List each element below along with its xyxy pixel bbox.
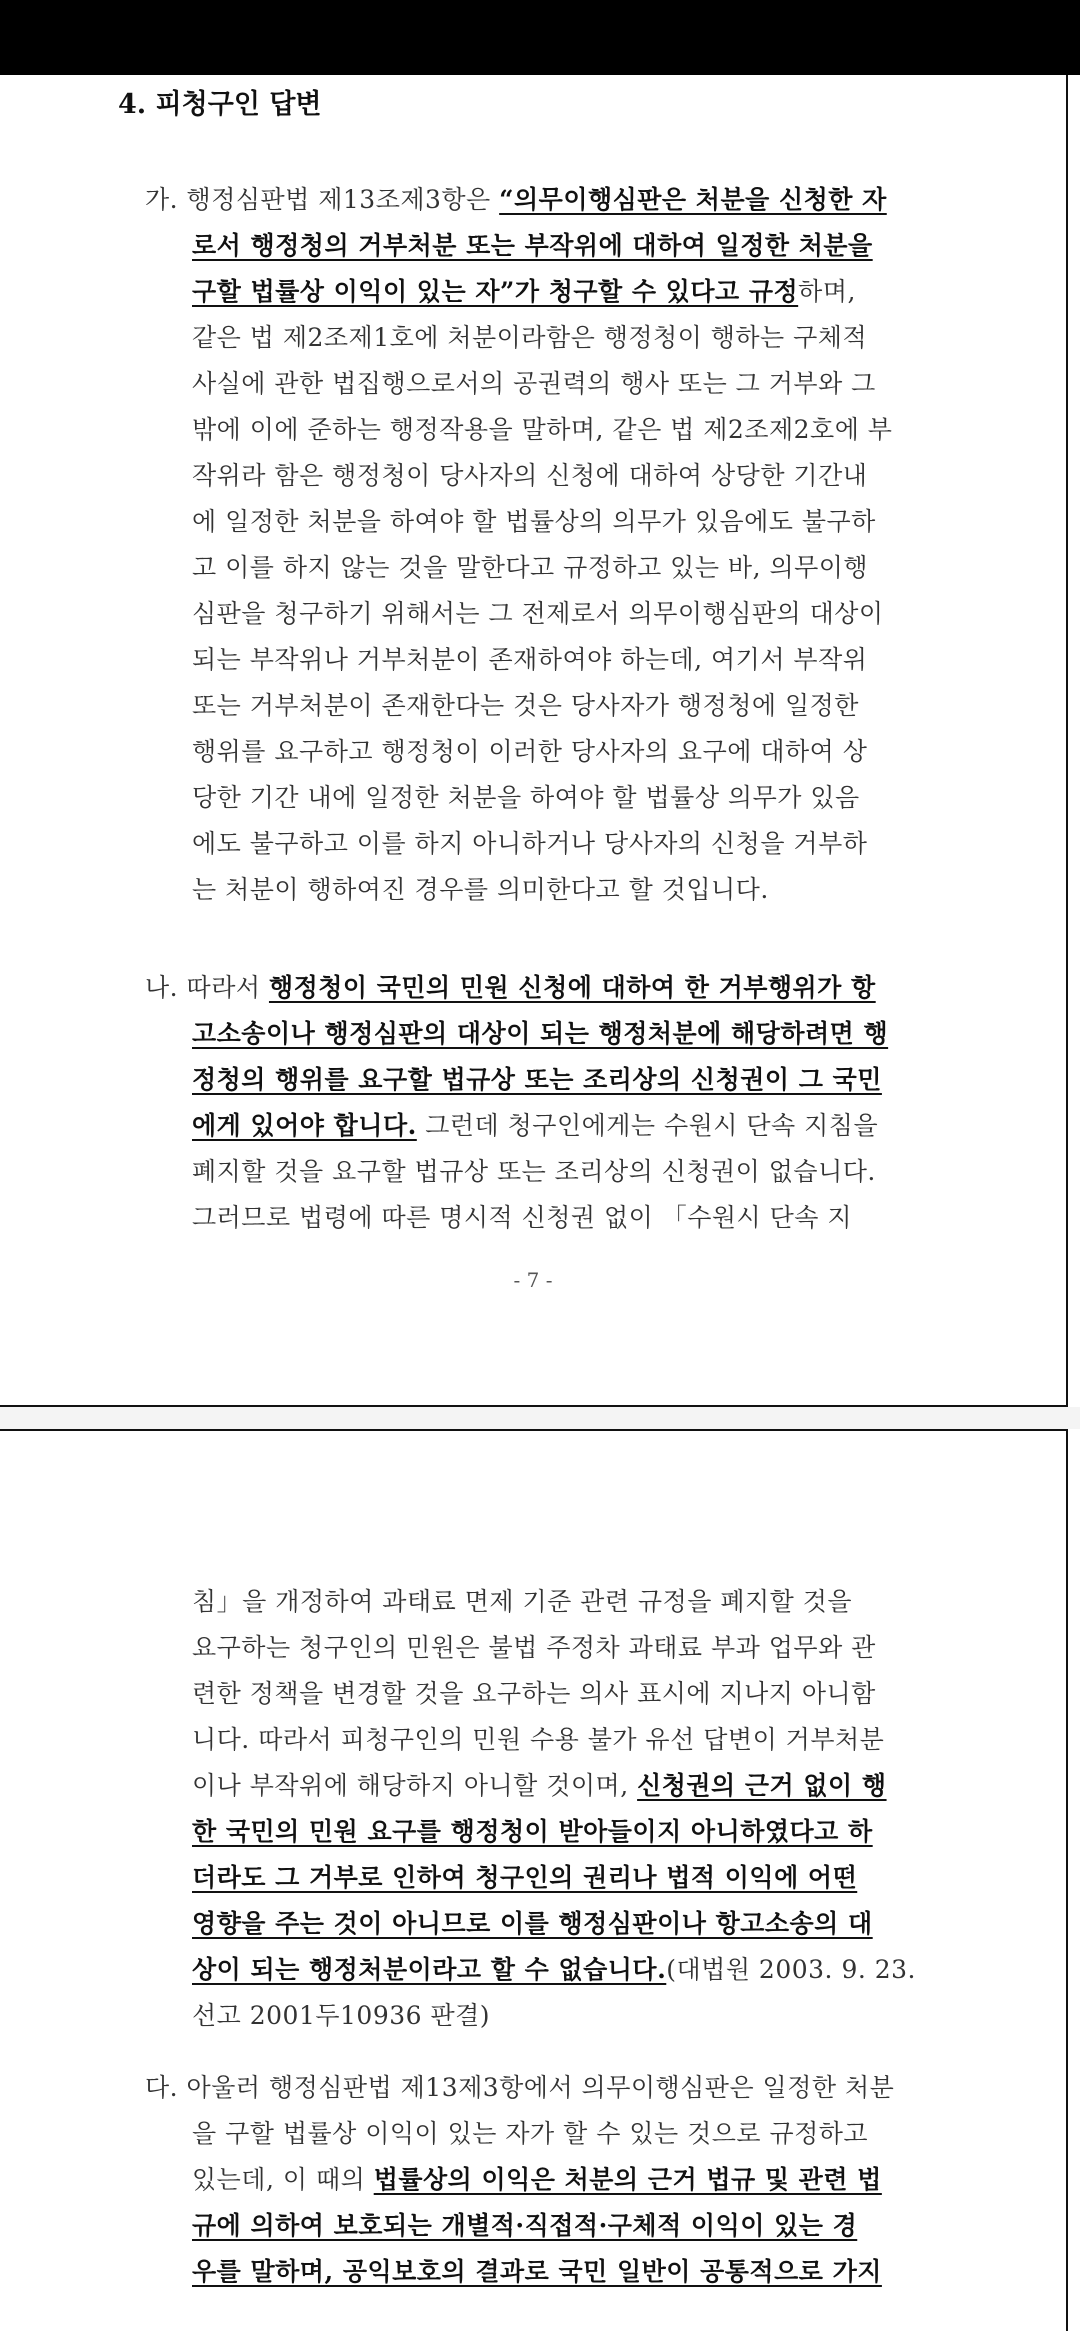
text-line xyxy=(145,867,955,913)
emphasized-text: 에게 있어야 합니다. xyxy=(192,1111,417,1140)
text-line xyxy=(145,177,955,223)
text-line xyxy=(145,499,955,545)
plain-text: 에도 불구하고 이를 하지 아니하거나 당사자의 신청을 거부하 xyxy=(192,829,868,858)
text-line xyxy=(192,1855,962,1901)
plain-text: 사실에 관한 법집행으로서의 공권력의 행사 또는 그 거부와 그 xyxy=(192,369,876,398)
emphasized-text: 우를 말하며, 공익보호의 결과로 국민 일반이 공통적으로 가지 xyxy=(192,2257,882,2286)
plain-text: 그런데 청구인에게는 수원시 단속 지침을 xyxy=(416,1111,879,1140)
text-line xyxy=(192,1947,962,1993)
text-line xyxy=(145,545,955,591)
text-line xyxy=(145,591,955,637)
emphasized-text: 구할 법률상 이익이 있는 자”가 청구할 수 있다고 규정 xyxy=(192,277,799,306)
plain-text: 을 구할 법률상 이익이 있는 자가 할 수 있는 것으로 규정하고 xyxy=(192,2119,869,2148)
plain-text: 그러므로 법령에 따른 명시적 신청권 없이 「수원시 단속 지 xyxy=(192,1203,853,1232)
emphasized-text: 고소송이나 행정심판의 대상이 되는 행정처분에 해당하려면 행 xyxy=(192,1019,889,1048)
plain-text: 이나 부작위에 해당하지 아니할 것이며, xyxy=(192,1771,638,1800)
text-line xyxy=(192,1763,962,1809)
text-line xyxy=(145,683,955,729)
plain-text: (대법원 2003. 9. 23. xyxy=(666,1955,917,1984)
text-line xyxy=(145,2203,965,2249)
plain-text: 니다. 따라서 피청구인의 민원 수용 불가 유선 답변이 거부처분 xyxy=(192,1725,885,1754)
text-line xyxy=(145,407,955,453)
emphasized-text: 신청권의 근거 없이 행 xyxy=(637,1771,887,1800)
paragraph-da xyxy=(145,2065,965,2295)
plain-text: 요구하는 청구인의 민원은 불법 주정차 과태료 부과 업무와 관 xyxy=(192,1633,876,1662)
plain-text: 침」을 개정하여 과태료 면제 기준 관련 규정을 폐지할 것을 xyxy=(192,1587,853,1616)
emphasized-text: 규에 의하여 보호되는 개별적·직접적·구체적 이익이 있는 경 xyxy=(192,2211,858,2240)
paragraph-ga xyxy=(145,177,955,913)
section-title: 4. 피청구인 답변 xyxy=(118,89,322,120)
emphasized-text: 상이 되는 행정처분이라고 할 수 없습니다. xyxy=(192,1955,667,1984)
text-line xyxy=(145,821,955,867)
emphasized-text: 로서 행정청의 거부처분 또는 부작위에 대하여 일정한 처분을 xyxy=(192,231,873,260)
text-line xyxy=(145,2111,965,2157)
plain-text: 련한 정책을 변경할 것을 요구하는 의사 표시에 지나지 아니함 xyxy=(192,1679,876,1708)
plain-text: 고 이를 하지 않는 것을 말한다고 규정하고 있는 바, 의무이행 xyxy=(192,553,869,582)
text-line xyxy=(145,2249,965,2295)
plain-text: 하며, xyxy=(798,277,856,306)
emphasized-text: 더라도 그 거부로 인하여 청구인의 권리나 법적 이익에 어떤 xyxy=(192,1863,858,1892)
text-line xyxy=(145,637,955,683)
text-line xyxy=(192,1671,962,1717)
document-page-7 xyxy=(0,75,1068,1407)
plain-text: 또는 거부처분이 존재한다는 것은 당사자가 행정청에 일정한 xyxy=(192,691,859,720)
text-line xyxy=(192,1809,962,1855)
text-line xyxy=(145,453,955,499)
text-line xyxy=(145,1057,955,1103)
plain-text: 작위라 함은 행정청이 당사자의 신청에 대하여 상당한 기간내 xyxy=(192,461,868,490)
text-line xyxy=(145,223,955,269)
page-number: - 7 - xyxy=(513,1268,553,1292)
plain-text: 다. 아울러 행정심판법 제13제3항에서 의무이행심판은 일정한 처분 xyxy=(145,2073,895,2102)
text-line xyxy=(145,269,955,315)
plain-text: 에 일정한 처분을 하여야 할 법률상의 의무가 있음에도 불구하 xyxy=(192,507,876,536)
plain-text: 되는 부작위나 거부처분이 존재하여야 하는데, 여기서 부작위 xyxy=(192,645,868,674)
plain-text: 당한 기간 내에 일정한 처분을 하여야 할 법률상 의무가 있음 xyxy=(192,783,860,812)
plain-text: 밖에 이에 준하는 행정작용을 말하며, 같은 법 제2조제2호에 부 xyxy=(192,415,893,444)
plain-text: 같은 법 제2조제1호에 처분이라함은 행정청이 행하는 구체적 xyxy=(192,323,868,352)
emphasized-text: 행정청이 국민의 민원 신청에 대하여 한 거부행위가 항 xyxy=(268,973,876,1002)
text-line xyxy=(145,965,955,1011)
emphasized-text: 영향을 주는 것이 아니므로 이를 행정심판이나 항고소송의 대 xyxy=(192,1909,873,1938)
text-line xyxy=(145,1103,955,1149)
text-line xyxy=(145,315,955,361)
emphasized-text: “의무이행심판은 처분을 신청한 자 xyxy=(499,185,887,214)
text-line xyxy=(145,775,955,821)
text-line xyxy=(145,2065,965,2111)
text-line xyxy=(145,1011,955,1057)
page-gap xyxy=(0,1407,1080,1429)
emphasized-text: 정청의 행위를 요구할 법규상 또는 조리상의 신청권이 그 국민 xyxy=(192,1065,882,1094)
plain-text: 행위를 요구하고 행정청이 이러한 당사자의 요구에 대하여 상 xyxy=(192,737,868,766)
plain-text: 는 처분이 행하여진 경우를 의미한다고 할 것입니다. xyxy=(192,875,769,904)
paragraph-na-continued xyxy=(192,1579,962,2039)
top-black-bar xyxy=(0,0,1080,75)
document-page-8 xyxy=(0,1429,1068,2331)
text-line xyxy=(192,1717,962,1763)
text-line xyxy=(145,729,955,775)
text-line xyxy=(145,1195,955,1241)
plain-text: 나. 따라서 xyxy=(145,973,269,1002)
paragraph-na xyxy=(145,965,955,1241)
plain-text: 가. 행정심판법 제13조제3항은 xyxy=(145,185,500,214)
plain-text: 있는데, 이 때의 xyxy=(192,2165,374,2194)
text-line xyxy=(145,1149,955,1195)
text-line xyxy=(192,1993,962,2039)
plain-text: 폐지할 것을 요구할 법규상 또는 조리상의 신청권이 없습니다. xyxy=(192,1157,876,1186)
text-line xyxy=(192,1579,962,1625)
emphasized-text: 한 국민의 민원 요구를 행정청이 받아들이지 아니하였다고 하 xyxy=(192,1817,873,1846)
plain-text: 선고 2001두10936 판결) xyxy=(192,2001,491,2030)
text-line xyxy=(192,1625,962,1671)
text-line xyxy=(145,361,955,407)
text-line xyxy=(145,2157,965,2203)
emphasized-text: 법률상의 이익은 처분의 근거 법규 및 관련 법 xyxy=(373,2165,882,2194)
plain-text: 심판을 청구하기 위해서는 그 전제로서 의무이행심판의 대상이 xyxy=(192,599,884,628)
text-line xyxy=(192,1901,962,1947)
